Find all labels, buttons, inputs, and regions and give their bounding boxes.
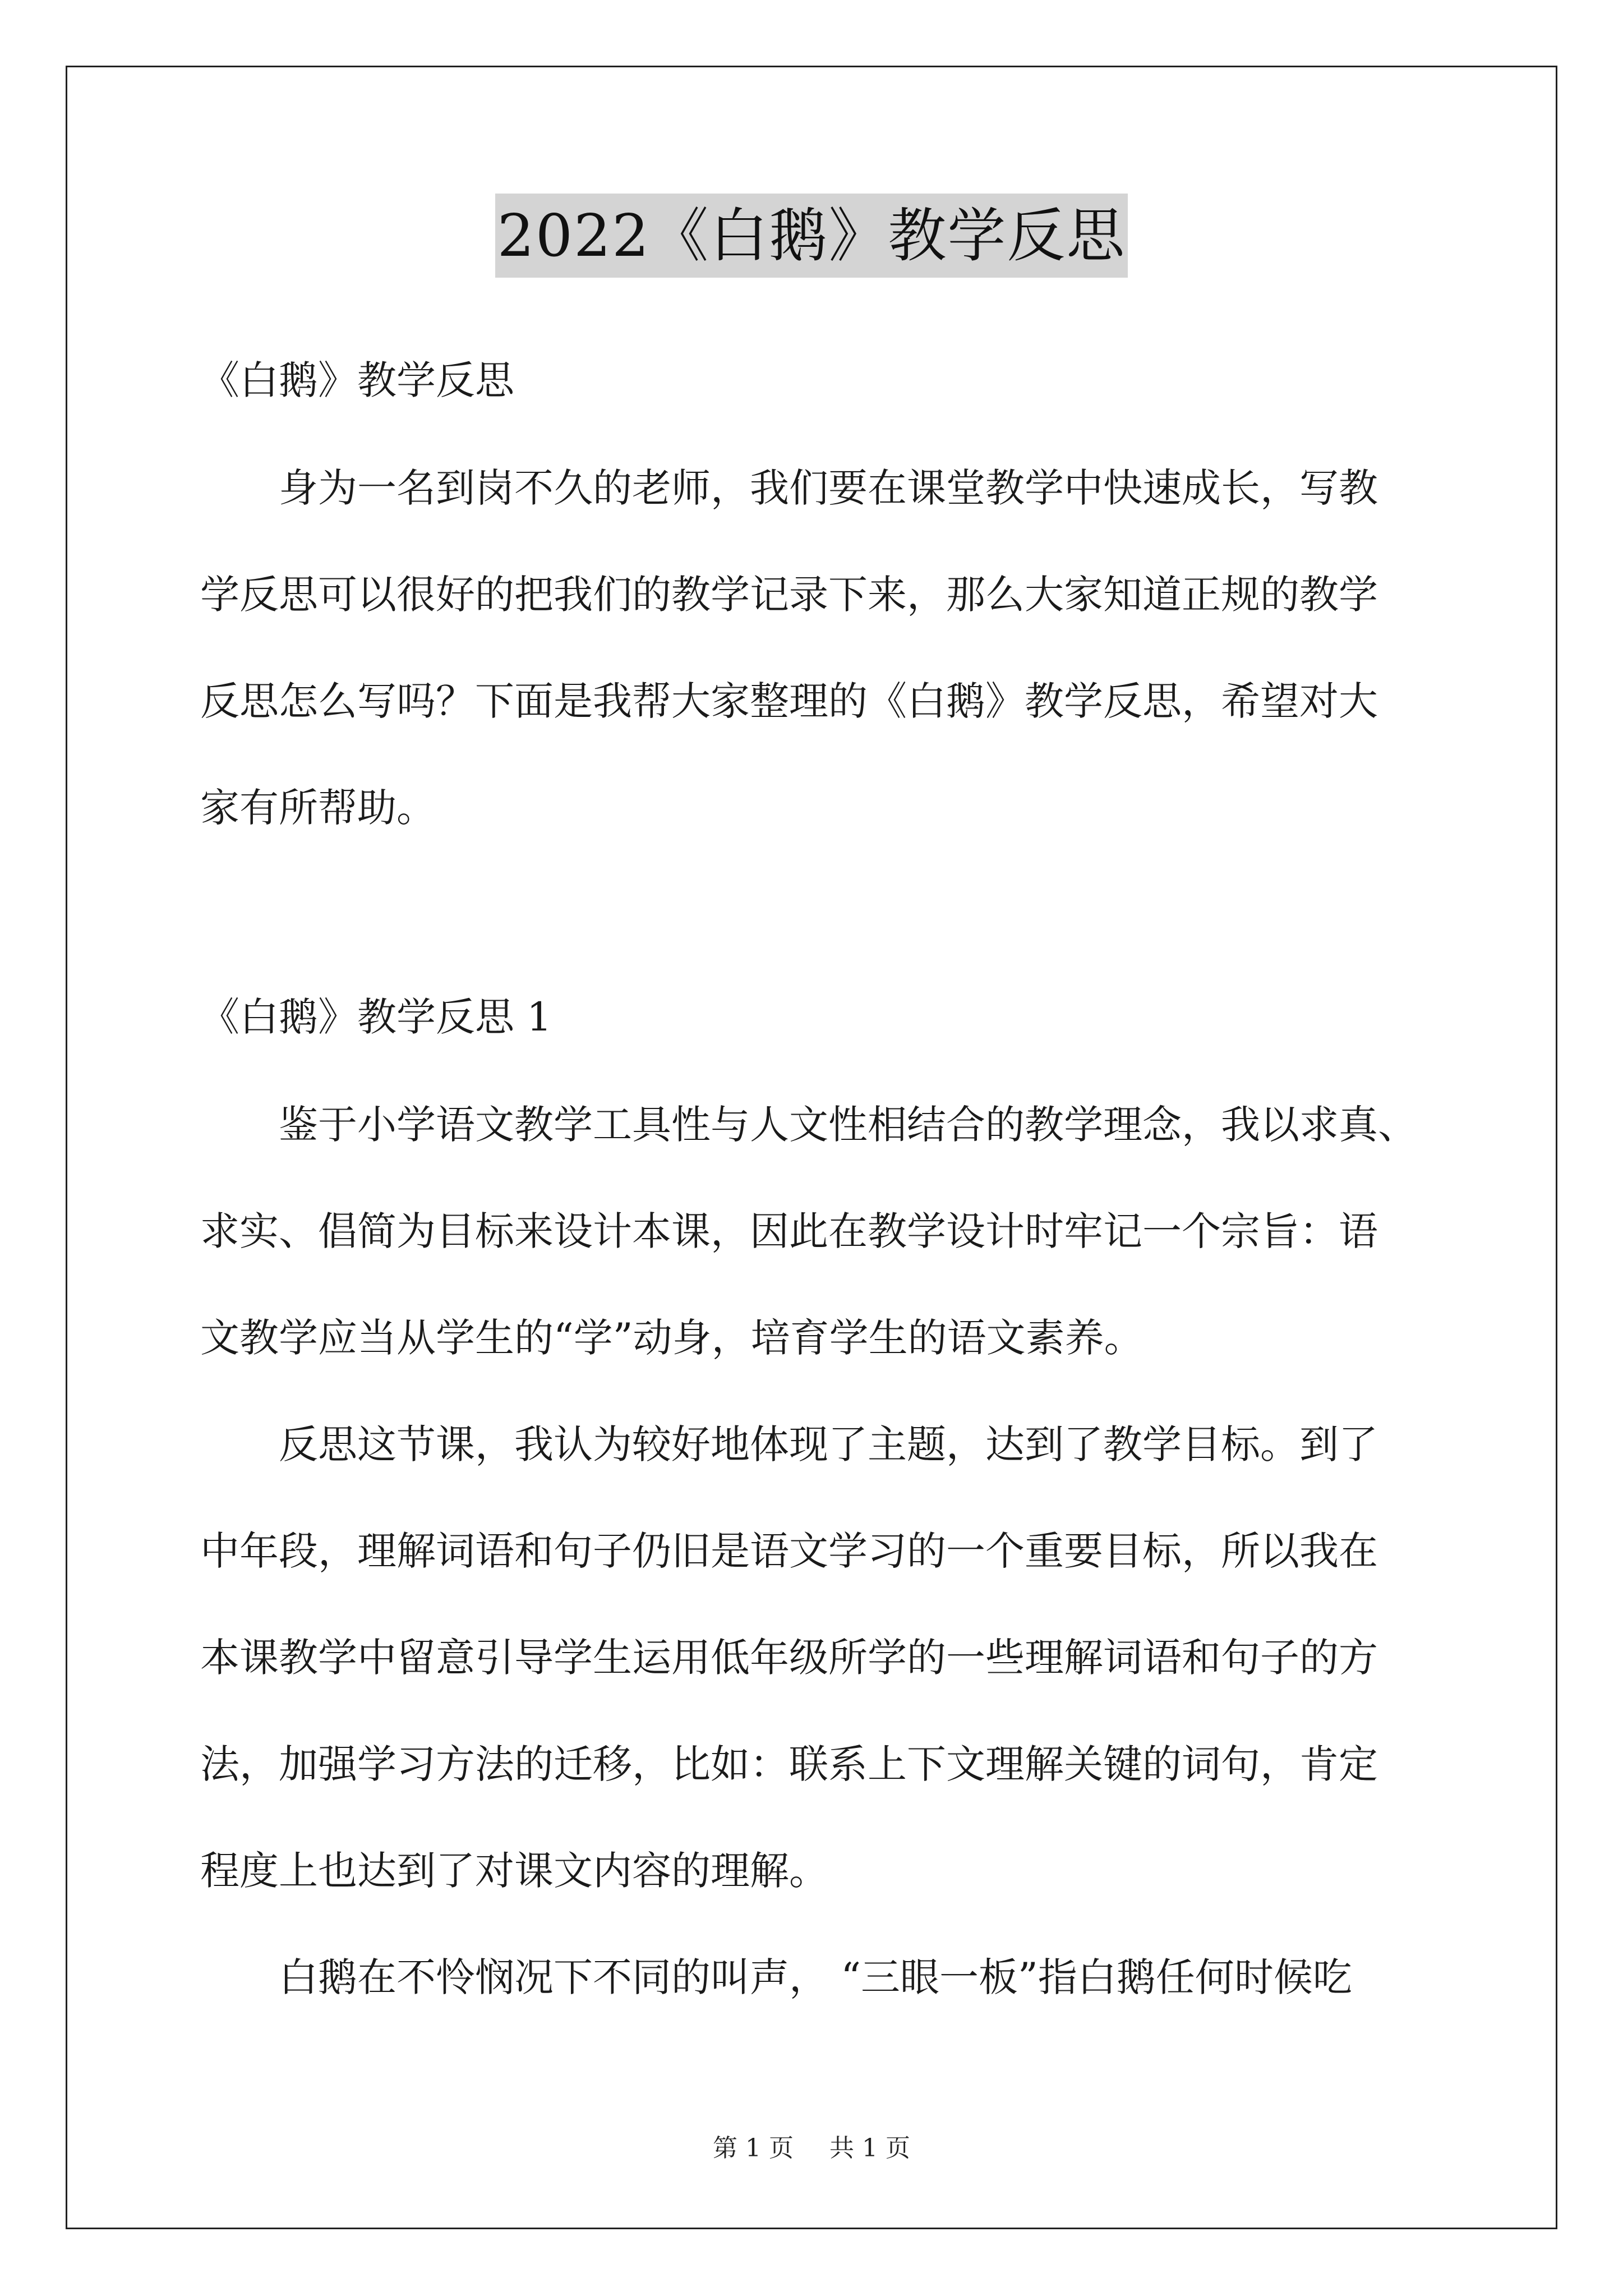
intro-heading: 《白鹅》教学反思 (200, 357, 514, 403)
paragraph-1 (200, 1071, 1456, 1391)
title-wrap (0, 194, 1623, 278)
paragraph-line: 文教学应当从学生的“学”动身，培育学生的语文素养。 (200, 1315, 1144, 1361)
paragraph-line: 反思这节课，我认为较好地体现了主题，达到了教学目标。到了 (279, 1421, 1378, 1467)
page-total: 共 1 页 (829, 2134, 910, 2162)
paragraph-2 (200, 1391, 1456, 1924)
paragraph-line: 学反思可以很好的把我们的教学记录下来，那么大家知道正规的教学 (200, 572, 1378, 618)
page-number: 第 1 页 (713, 2134, 794, 2162)
paragraph-line: 身为一名到岗不久的老师，我们要在课堂教学中快速成长，写教 (279, 465, 1378, 511)
intro-paragraph (200, 435, 1456, 861)
paragraph-3 (200, 1924, 1456, 2031)
paragraph-line: 程度上也达到了对课文内容的理解。 (200, 1848, 828, 1894)
page-footer (0, 2128, 1623, 2164)
paragraph-line: 求实、倡简为目标来设计本课，因此在教学设计时牢记一个宗旨：语 (200, 1208, 1378, 1254)
document-title: 2022《白鹅》教学反思 (495, 194, 1128, 278)
paragraph-line: 本课教学中留意引导学生运用低年级所学的一些理解词语和句子的方 (200, 1635, 1378, 1681)
section-heading: 《白鹅》教学反思 1 (200, 994, 552, 1040)
paragraph-line: 法，加强学习方法的迁移，比如：联系上下文理解关键的词句，肯定 (200, 1741, 1378, 1787)
paragraph-line: 家有所帮助。 (200, 785, 436, 831)
paragraph-line: 反思怎么写吗？下面是我帮大家整理的《白鹅》教学反思，希望对大 (200, 678, 1378, 724)
paragraph-line: 鉴于小学语文教学工具性与人文性相结合的教学理念，我以求真、 (279, 1102, 1417, 1148)
paragraph-line: 白鹅在不怜悯况下不同的叫声， “三眼一板”指白鹅任何时候吃 (279, 1954, 1352, 2000)
paragraph-line: 中年段，理解词语和句子仍旧是语文学习的一个重要目标，所以我在 (200, 1528, 1378, 1574)
